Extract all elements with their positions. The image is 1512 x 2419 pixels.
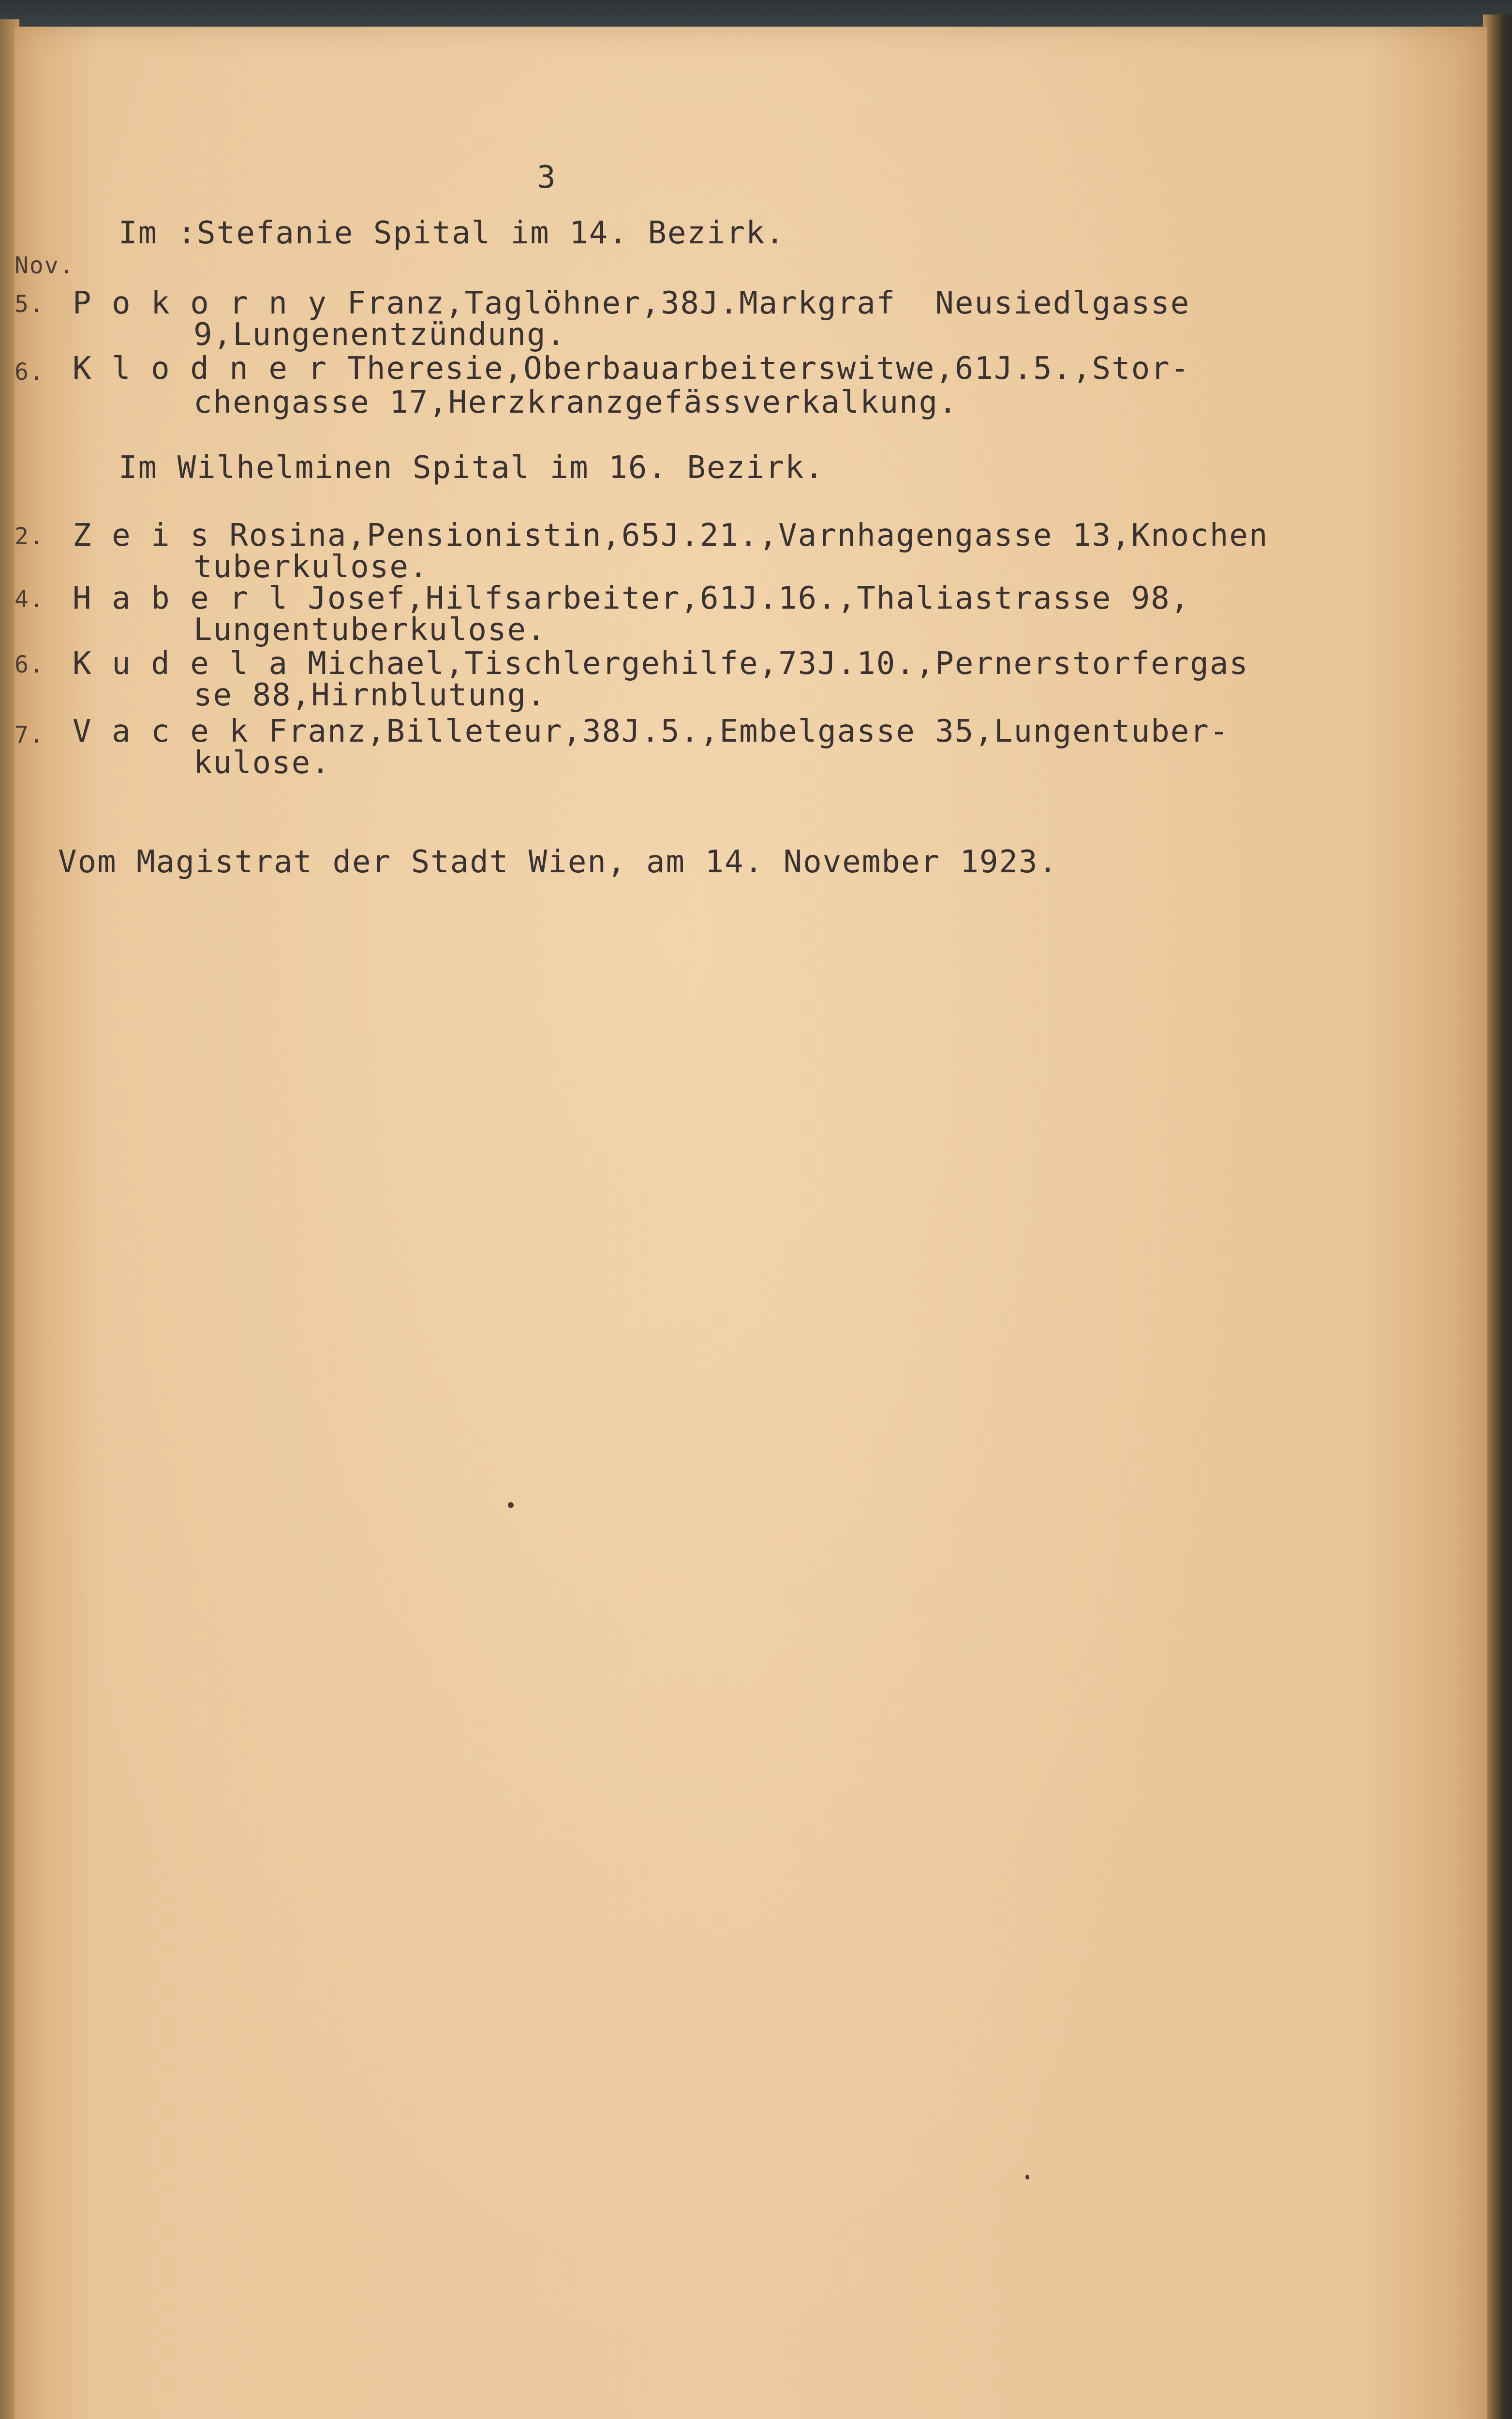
- section-heading-stefanie: Im :Stefanie Spital im 14. Bezirk.: [119, 215, 786, 251]
- entry-day: 7.: [15, 721, 44, 748]
- entry-day: 6.: [15, 358, 44, 386]
- document-page: [15, 27, 1487, 2419]
- entry-line: Z e i s Rosina,Pensionistin,65J.21.,Varnhagengasse 13,Knochen: [73, 518, 1269, 553]
- entry-day: 5.: [15, 291, 44, 318]
- closing-line: Vom Magistrat der Stadt Wien, am 14. November 1923.: [58, 844, 1058, 880]
- entry-line-continued: tuberkulose.: [193, 549, 429, 585]
- entry-line-continued: chengasse 17,Herzkranzgefässverkalkung.: [193, 385, 958, 420]
- paper-speck: [508, 1502, 514, 1508]
- entry-line: H a b e r l Josef,Hilfsarbeiter,61J.16.,Thaliastrasse 98,: [73, 581, 1190, 616]
- book-top-edge: [0, 0, 1512, 29]
- book-right-edge: [1483, 15, 1512, 2419]
- section-heading-wilhelminen: Im Wilhelminen Spital im 16. Bezirk.: [119, 450, 825, 486]
- entry-day: 6.: [15, 651, 44, 678]
- entry-day: 4.: [15, 586, 44, 613]
- entry-line-continued: kulose.: [193, 745, 331, 781]
- paper-speck: [1025, 2175, 1029, 2180]
- entry-line: K l o d n e r Theresie,Oberbauarbeiterswitwe,61J.5.,Stor-: [73, 351, 1190, 387]
- page-number: 3: [537, 160, 557, 195]
- entry-line-continued: 9,Lungenentzündung.: [193, 317, 566, 353]
- entry-line-continued: se 88,Hirnblutung.: [193, 677, 547, 713]
- entry-line-continued: Lungentuberkulose.: [193, 612, 547, 648]
- entry-line: V a c e k Franz,Billeteur,38J.5.,Embelgasse 35,Lungentuber-: [73, 714, 1230, 749]
- entry-day: 2.: [15, 523, 44, 550]
- entry-line: K u d e l a Michael,Tischlergehilfe,73J.10.,Pernerstorfergas: [73, 646, 1249, 682]
- entry-line: P o k o r n y Franz,Taglöhner,38J.Markgraf Neusiedlgasse: [73, 285, 1190, 321]
- month-label: Nov.: [15, 252, 74, 279]
